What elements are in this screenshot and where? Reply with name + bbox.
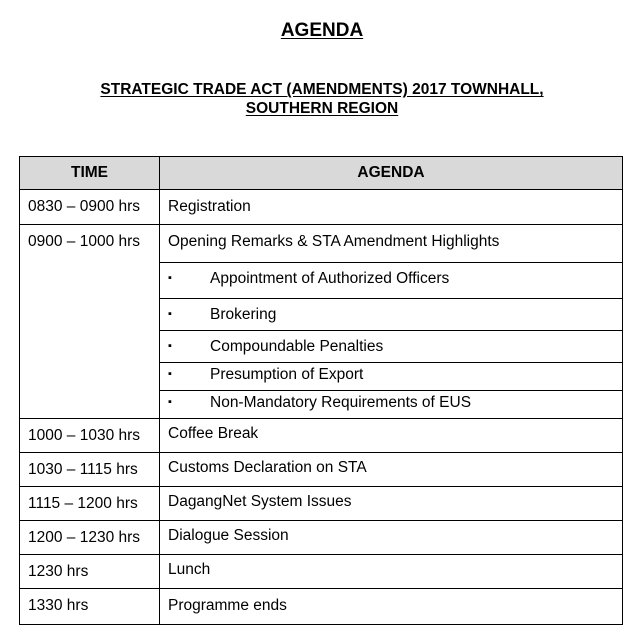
- time-text: 1115 – 1200 hrs: [28, 495, 138, 512]
- table-header-row: [20, 157, 623, 190]
- agenda-cell: [160, 521, 623, 555]
- time-cell: [20, 225, 160, 419]
- sub-item-cell: [160, 299, 623, 331]
- table-row: [20, 453, 623, 487]
- agenda-text: Registration: [168, 198, 251, 215]
- sub-item-text: Compoundable Penalties: [210, 338, 384, 355]
- time-cell: [20, 453, 160, 487]
- agenda-table: [19, 156, 623, 625]
- sub-item-cell: [160, 391, 623, 419]
- time-cell: [20, 190, 160, 225]
- page-title: AGENDA: [280, 20, 364, 41]
- agenda-cell: [160, 487, 623, 521]
- header-agenda: AGENDA: [160, 157, 623, 190]
- agenda-text: DagangNet System Issues: [168, 493, 352, 510]
- time-cell: [20, 487, 160, 521]
- agenda-text: Programme ends: [168, 597, 287, 614]
- agenda-cell: [160, 190, 623, 225]
- agenda-text: Customs Declaration on STA: [168, 459, 367, 476]
- agenda-text: Coffee Break: [168, 425, 259, 442]
- agenda-cell: [160, 555, 623, 589]
- time-cell: [20, 419, 160, 453]
- agenda-cell: [160, 453, 623, 487]
- agenda-cell: [160, 589, 623, 625]
- bullet-icon: ▪: [168, 340, 172, 352]
- time-cell: [20, 521, 160, 555]
- table-row: [20, 225, 623, 263]
- subtitle-line-2: SOUTHERN REGION: [245, 100, 399, 117]
- bullet-icon: ▪: [168, 272, 172, 284]
- table-row: [20, 487, 623, 521]
- bullet-icon: ▪: [168, 308, 172, 320]
- table-row: [20, 190, 623, 225]
- bullet-icon: ▪: [168, 396, 172, 408]
- time-text: 1200 – 1230 hrs: [28, 529, 141, 546]
- agenda-text: Lunch: [168, 561, 211, 578]
- time-text: 1030 – 1115 hrs: [28, 461, 138, 478]
- agenda-cell: [160, 419, 623, 453]
- agenda-text: Dialogue Session: [168, 527, 289, 544]
- subtitle-line-1: STRATEGIC TRADE ACT (AMENDMENTS) 2017 TOWNHALL,: [100, 81, 544, 98]
- time-text: 1230 hrs: [28, 563, 89, 580]
- table-row: [20, 555, 623, 589]
- time-text: 1000 – 1030 hrs: [28, 427, 141, 444]
- table-row: [20, 521, 623, 555]
- sub-item-text: Non-Mandatory Requirements of EUS: [210, 394, 472, 411]
- sub-item-text: Presumption of Export: [210, 366, 364, 383]
- table-row: [20, 419, 623, 453]
- event-subtitle: [0, 80, 644, 118]
- agenda-cell: [160, 225, 623, 263]
- time-text: 0830 – 0900 hrs: [28, 198, 141, 215]
- table-row: [20, 589, 623, 625]
- time-cell: [20, 589, 160, 625]
- sub-item-text: Brokering: [210, 306, 277, 323]
- header-time: TIME: [20, 157, 160, 190]
- time-cell: [20, 555, 160, 589]
- agenda-text: Opening Remarks & STA Amendment Highlights: [168, 233, 500, 250]
- sub-item-text: Appointment of Authorized Officers: [210, 270, 450, 287]
- sub-item-cell: [160, 331, 623, 363]
- bullet-icon: ▪: [168, 368, 172, 380]
- sub-item-cell: [160, 363, 623, 391]
- sub-item-cell: [160, 263, 623, 299]
- time-text: 1330 hrs: [28, 597, 89, 614]
- time-text: 0900 – 1000 hrs: [28, 233, 141, 250]
